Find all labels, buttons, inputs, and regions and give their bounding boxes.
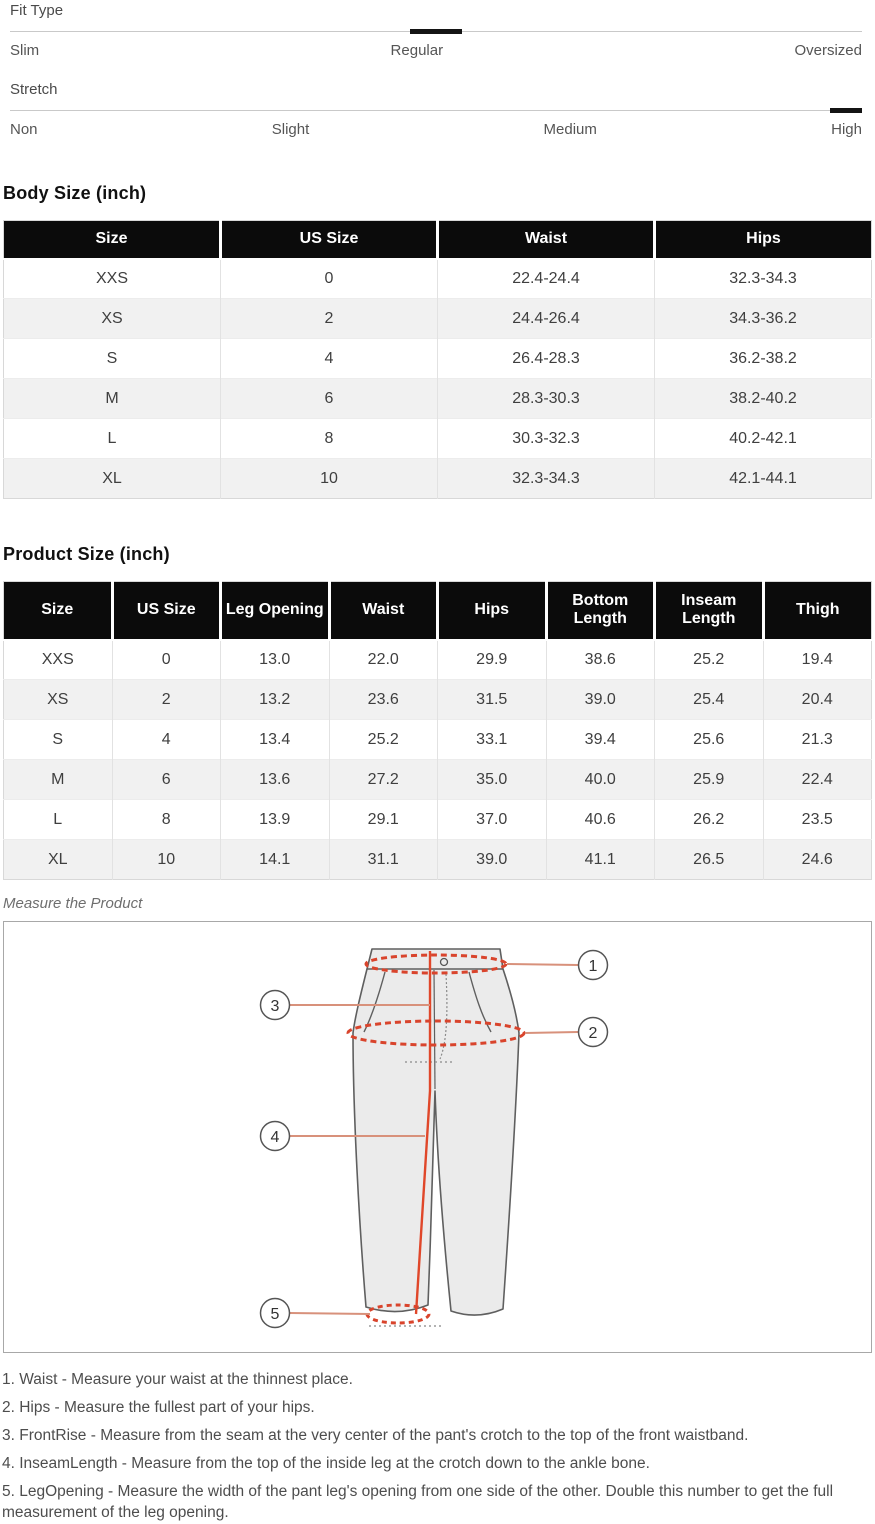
table-cell: 23.5 [763, 800, 872, 840]
table-cell: 2 [112, 680, 221, 720]
fit-type-marker [410, 29, 462, 34]
fit-type-options [10, 42, 862, 59]
fit-type-scale [10, 2, 862, 59]
table-cell: 25.4 [655, 680, 764, 720]
table-cell: XL [4, 840, 113, 880]
stretch-option-non: Non [10, 121, 38, 138]
table-cell: 0 [112, 640, 221, 680]
table-cell: S [4, 720, 113, 760]
stretch-option-slight: Slight [271, 121, 310, 138]
table-row [4, 259, 872, 299]
table-cell: 40.6 [546, 800, 655, 840]
column-header: Size [4, 582, 113, 640]
table-cell: 6 [221, 379, 438, 419]
measurement-notes [2, 1370, 875, 1524]
callout-3 [261, 991, 290, 1020]
callout-5 [261, 1299, 290, 1328]
table-cell: XL [4, 459, 221, 499]
measurement-diagram-box [3, 921, 872, 1353]
leader-line-5 [290, 1313, 370, 1314]
table-row [4, 379, 872, 419]
column-header: Bottom Length [546, 582, 655, 640]
fit-option-slim: Slim [10, 42, 40, 59]
table-cell: M [4, 379, 221, 419]
stretch-marker [830, 108, 862, 113]
stretch-track [10, 108, 862, 114]
fit-type-track [10, 29, 862, 35]
table-cell: 39.0 [546, 680, 655, 720]
table-cell: XXS [4, 640, 113, 680]
table-cell: 38.2-40.2 [655, 379, 872, 419]
table-cell: 39.4 [546, 720, 655, 760]
table-cell: 13.4 [221, 720, 330, 760]
fit-option-regular: Regular [390, 42, 444, 59]
stretch-label: Stretch [10, 81, 58, 98]
table-cell: 23.6 [329, 680, 438, 720]
table-cell: 4 [221, 339, 438, 379]
table-cell: 20.4 [763, 680, 872, 720]
fit-scales-section [0, 0, 875, 138]
table-cell: S [4, 339, 221, 379]
table-cell: 38.6 [546, 640, 655, 680]
svg-text:2: 2 [588, 1025, 598, 1042]
table-cell: 6 [112, 760, 221, 800]
table-cell: 40.0 [546, 760, 655, 800]
column-header: Waist [438, 221, 655, 259]
column-header: Inseam Length [655, 582, 764, 640]
table-cell: 27.2 [329, 760, 438, 800]
table-row [4, 339, 872, 379]
body-size-table [3, 220, 872, 499]
table-cell: 26.5 [655, 840, 764, 880]
table-cell: L [4, 419, 221, 459]
table-cell: 13.6 [221, 760, 330, 800]
stretch-track-line [10, 110, 862, 111]
column-header: Thigh [763, 582, 872, 640]
measure-caption: Measure the Product [3, 895, 143, 912]
table-cell: 13.9 [221, 800, 330, 840]
table-cell: 25.2 [655, 640, 764, 680]
table-cell: 22.0 [329, 640, 438, 680]
measurement-note: 4. InseamLength - Measure from the top of the inside leg at the crotch down to the ankle bone. [2, 1454, 650, 1472]
product-size-table [3, 581, 872, 880]
table-cell: 0 [221, 259, 438, 299]
table-cell: 34.3-36.2 [655, 299, 872, 339]
table-cell: 8 [221, 419, 438, 459]
table-cell: 42.1-44.1 [655, 459, 872, 499]
table-cell: 26.4-28.3 [438, 339, 655, 379]
callout-2 [579, 1018, 608, 1047]
table-cell: 32.3-34.3 [438, 459, 655, 499]
table-cell: 28.3-30.3 [438, 379, 655, 419]
svg-text:3: 3 [270, 998, 280, 1015]
table-cell: 24.4-26.4 [438, 299, 655, 339]
table-row [4, 299, 872, 339]
table-cell: 29.9 [438, 640, 547, 680]
table-cell: 13.2 [221, 680, 330, 720]
table-cell: 37.0 [438, 800, 547, 840]
column-header: Waist [329, 582, 438, 640]
table-cell: XS [4, 299, 221, 339]
table-cell: M [4, 760, 113, 800]
waist-button-icon [441, 959, 448, 966]
table-cell: 29.1 [329, 800, 438, 840]
table-cell: 35.0 [438, 760, 547, 800]
table-cell: 10 [221, 459, 438, 499]
table-row [4, 840, 872, 880]
table-cell: 25.2 [329, 720, 438, 760]
stretch-scale [10, 81, 862, 138]
measurement-note: 5. LegOpening - Measure the width of the pant leg's opening from one side of the other. Double this number to get the full measurement of the leg opening. [2, 1482, 834, 1521]
column-header: US Size [221, 221, 438, 259]
table-row [4, 720, 872, 760]
table-cell: 14.1 [221, 840, 330, 880]
stretch-options [10, 121, 862, 138]
column-header: Size [4, 221, 221, 259]
table-cell: 13.0 [221, 640, 330, 680]
pants-diagram [4, 922, 871, 1352]
table-cell: 31.1 [329, 840, 438, 880]
measurement-note: 3. FrontRise - Measure from the seam at the very center of the pant's crotch to the top of the front waistband. [2, 1426, 749, 1444]
fit-option-oversized: Oversized [794, 42, 862, 59]
table-row [4, 640, 872, 680]
column-header: US Size [112, 582, 221, 640]
leader-line-1 [507, 964, 578, 965]
body-size-heading: Body Size (inch) [3, 183, 147, 203]
table-cell: 24.6 [763, 840, 872, 880]
measurement-note: 1. Waist - Measure your waist at the thinnest place. [2, 1371, 353, 1388]
table-cell: 8 [112, 800, 221, 840]
measurement-note: 2. Hips - Measure the fullest part of your hips. [2, 1398, 315, 1416]
table-cell: 4 [112, 720, 221, 760]
svg-text:1: 1 [588, 958, 598, 975]
leader-line-2 [525, 1032, 578, 1033]
table-cell: L [4, 800, 113, 840]
table-cell: 30.3-32.3 [438, 419, 655, 459]
table-cell: 22.4 [763, 760, 872, 800]
callout-1 [579, 951, 608, 980]
callout-4 [261, 1122, 290, 1151]
table-cell: 2 [221, 299, 438, 339]
pants-silhouette [353, 949, 519, 1315]
column-header: Hips [438, 582, 547, 640]
table-row [4, 459, 872, 499]
table-cell: 32.3-34.3 [655, 259, 872, 299]
table-cell: 19.4 [763, 640, 872, 680]
table-cell: 39.0 [438, 840, 547, 880]
table-row [4, 760, 872, 800]
table-cell: 36.2-38.2 [655, 339, 872, 379]
stretch-option-medium: Medium [543, 121, 597, 138]
table-cell: XS [4, 680, 113, 720]
body-size-header-row [4, 221, 872, 259]
table-row [4, 800, 872, 840]
table-cell: 10 [112, 840, 221, 880]
product-size-header-row [4, 582, 872, 640]
table-row [4, 419, 872, 459]
column-header: Leg Opening [221, 582, 330, 640]
stretch-option-high: High [831, 121, 862, 138]
svg-text:5: 5 [270, 1306, 280, 1323]
table-row [4, 680, 872, 720]
column-header: Hips [655, 221, 872, 259]
product-size-heading: Product Size (inch) [3, 544, 170, 564]
table-cell: 25.6 [655, 720, 764, 760]
table-cell: 22.4-24.4 [438, 259, 655, 299]
table-cell: 33.1 [438, 720, 547, 760]
table-cell: 31.5 [438, 680, 547, 720]
table-cell: 41.1 [546, 840, 655, 880]
table-cell: XXS [4, 259, 221, 299]
table-cell: 40.2-42.1 [655, 419, 872, 459]
table-cell: 25.9 [655, 760, 764, 800]
table-cell: 26.2 [655, 800, 764, 840]
svg-text:4: 4 [270, 1129, 280, 1146]
table-cell: 21.3 [763, 720, 872, 760]
fit-type-label: Fit Type [10, 2, 64, 19]
